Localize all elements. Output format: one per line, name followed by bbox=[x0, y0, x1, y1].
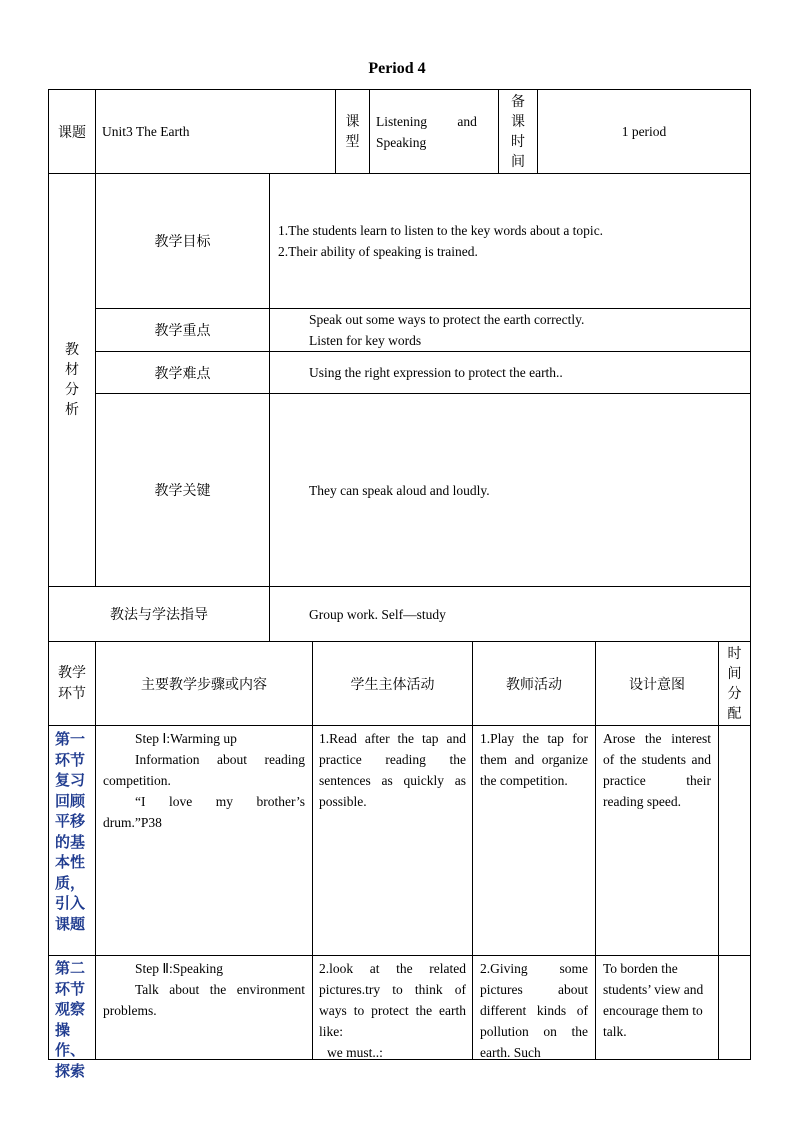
step-line: Talk about the environment problems. bbox=[103, 982, 305, 1018]
step-title: Step Ⅱ:Speaking bbox=[135, 961, 224, 976]
topic-value: Unit3 The Earth bbox=[95, 89, 336, 174]
key-point-line: Speak out some ways to protect the earth correctly. bbox=[309, 312, 585, 327]
stage-cell: 第二环节观察操作、探索 bbox=[48, 955, 96, 1060]
difficulties-label: 教学难点 bbox=[95, 351, 270, 394]
type-value: Listening and Speaking bbox=[369, 89, 499, 174]
student-cell bbox=[312, 955, 473, 1060]
step-line: “I love my brother’s drum.”P38 bbox=[103, 794, 305, 830]
content-cell bbox=[95, 955, 313, 1060]
col-header-intent: 设计意图 bbox=[595, 641, 719, 726]
intent-cell: Arose the interest of the students and practice their reading speed. bbox=[595, 725, 719, 956]
key-points-value bbox=[269, 308, 751, 352]
difficulties-value: Using the right expression to protect the earth.. bbox=[269, 351, 751, 394]
objectives-label: 教学目标 bbox=[95, 173, 270, 309]
col-header-stage: 教学环节 bbox=[48, 641, 96, 726]
analysis-section-label: 教材分析 bbox=[48, 173, 96, 587]
step-line: Information about reading competition. bbox=[103, 752, 305, 788]
prep-time-label: 备课时间 bbox=[498, 89, 538, 174]
period-value: 1 period bbox=[537, 89, 751, 174]
col-header-teacher: 教师活动 bbox=[472, 641, 596, 726]
key-value: They can speak aloud and loudly. bbox=[269, 393, 751, 587]
key-label: 教学关键 bbox=[95, 393, 270, 587]
objective-line: 2.Their ability of speaking is trained. bbox=[278, 244, 478, 259]
col-header-time: 时间分配 bbox=[718, 641, 751, 726]
key-points-label: 教学重点 bbox=[95, 308, 270, 352]
teacher-cell: 1.Play the tap for them and organize the competition. bbox=[472, 725, 596, 956]
objective-line: 1.The students learn to listen to the key words about a topic. bbox=[278, 223, 604, 238]
key-point-line: Listen for key words bbox=[309, 333, 422, 348]
student-text-extra: we must..: bbox=[327, 1045, 383, 1060]
teacher-cell: 2.Giving some pictures about different kinds of pollution on the earth. Such bbox=[472, 955, 596, 1060]
type-label: 课型 bbox=[335, 89, 370, 174]
student-text: 2.look at the related pictures.try to think of ways to protect the earth like: bbox=[319, 961, 466, 1039]
col-header-student: 学生主体活动 bbox=[312, 641, 473, 726]
topic-label: 课题 bbox=[48, 89, 96, 174]
method-label: 教法与学法指导 bbox=[48, 586, 270, 642]
stage-cell: 第一环节复习回顾平移的基本性质，引入课题 bbox=[48, 725, 96, 956]
time-cell bbox=[718, 725, 751, 956]
content-cell bbox=[95, 725, 313, 956]
objectives-value bbox=[269, 173, 751, 309]
step-title: Step Ⅰ:Warming up bbox=[135, 731, 237, 746]
page-title: Period 4 bbox=[368, 60, 426, 77]
method-value: Group work. Self—study bbox=[269, 586, 751, 642]
student-cell: 1.Read after the tap and practice reading the sentences as quickly as possible. bbox=[312, 725, 473, 956]
time-cell bbox=[718, 955, 751, 1060]
intent-cell: To borden the students’ view and encourage them to talk. bbox=[595, 955, 719, 1060]
col-header-content: 主要教学步骤或内容 bbox=[95, 641, 313, 726]
